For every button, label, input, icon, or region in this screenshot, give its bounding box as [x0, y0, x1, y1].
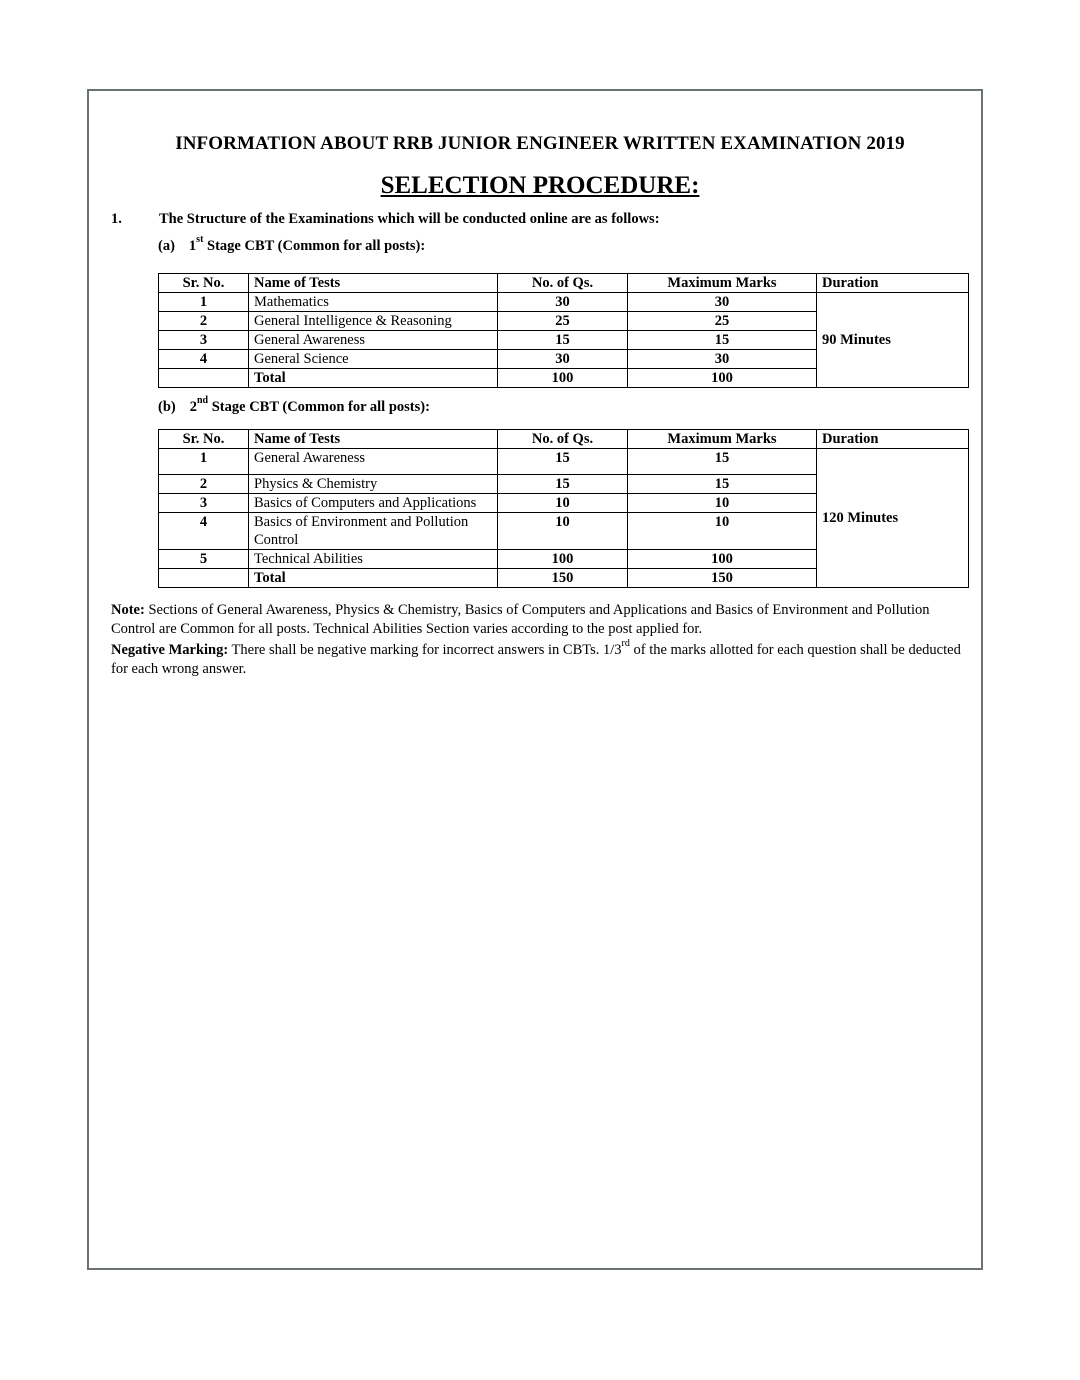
cell-sr: 3	[159, 494, 249, 513]
header-name-of-tests: Name of Tests	[249, 274, 498, 293]
cell-sr: 1	[159, 449, 249, 475]
note-text: Sections of General Awareness, Physics & Chemistry, Basics of Computers and Applications and Basics of Environment and Pollution Control are Common for all posts. Technical Abilities Section varies according to the post applied for.	[111, 602, 930, 637]
header-sr-no: Sr. No.	[159, 430, 249, 449]
point-number: 1.	[111, 211, 122, 227]
cell-duration: 120 Minutes	[817, 449, 969, 588]
cell-name: Basics of Environment and Pollution Control	[249, 513, 498, 550]
cell-name: General Science	[249, 350, 498, 369]
cell-name: General Awareness	[249, 449, 498, 475]
cell-qs: 15	[498, 331, 628, 350]
header-maximum-marks: Maximum Marks	[628, 274, 817, 293]
cell-qs: 30	[498, 350, 628, 369]
cell-total-marks: 100	[628, 369, 817, 388]
cell-marks: 30	[628, 350, 817, 369]
stage1-table	[158, 273, 969, 388]
table-header-row	[159, 430, 969, 449]
table-row	[159, 293, 969, 312]
cell-marks: 15	[628, 449, 817, 475]
cell-name: General Awareness	[249, 331, 498, 350]
header-duration: Duration	[817, 430, 969, 449]
cell-marks: 10	[628, 513, 817, 550]
cell-qs: 30	[498, 293, 628, 312]
header-no-of-qs: No. of Qs.	[498, 430, 628, 449]
stage2-heading	[158, 395, 430, 416]
table-row	[159, 449, 969, 475]
cell-sr-empty	[159, 569, 249, 588]
cell-sr: 2	[159, 475, 249, 494]
stage2-table	[158, 429, 969, 588]
negative-marking-label: Negative Marking:	[111, 642, 229, 658]
note-paragraph	[111, 601, 971, 639]
stage1-ordinal-suffix: st	[196, 234, 204, 246]
header-duration: Duration	[817, 274, 969, 293]
notes	[111, 601, 971, 681]
header-no-of-qs: No. of Qs.	[498, 274, 628, 293]
negative-text-before: There shall be negative marking for incorrect answers in CBTs. 1/3	[228, 642, 622, 658]
stage1-ordinal: 1	[188, 238, 197, 254]
stage2-ordinal: 2	[189, 399, 197, 415]
stage2-title: Stage CBT (Common for all posts):	[208, 399, 430, 415]
cell-qs: 10	[498, 513, 628, 550]
cell-name: Physics & Chemistry	[249, 475, 498, 494]
cell-marks: 15	[628, 331, 817, 350]
cell-total-qs: 100	[498, 369, 628, 388]
cell-qs: 15	[498, 449, 628, 475]
cell-total-label: Total	[249, 569, 498, 588]
stage1-title: Stage CBT (Common for all posts):	[203, 238, 426, 254]
stage1-label: (a)	[158, 238, 175, 254]
cell-marks: 30	[628, 293, 817, 312]
header-name-of-tests: Name of Tests	[249, 430, 498, 449]
cell-total-label: Total	[249, 369, 498, 388]
stage2-ordinal-suffix: nd	[196, 395, 209, 407]
cell-name: Basics of Computers and Applications	[249, 494, 498, 513]
cell-total-qs: 150	[498, 569, 628, 588]
header-maximum-marks: Maximum Marks	[628, 430, 817, 449]
cell-total-marks: 150	[628, 569, 817, 588]
cell-sr: 1	[159, 293, 249, 312]
stage1-heading	[158, 234, 426, 255]
cell-sr: 3	[159, 331, 249, 350]
cell-sr-empty	[159, 369, 249, 388]
negative-text-after: of the marks allotted for each question shall be deducted for each wrong answer.	[111, 642, 961, 677]
cell-sr: 5	[159, 550, 249, 569]
cell-sr: 4	[159, 513, 249, 550]
cell-qs: 100	[498, 550, 628, 569]
stage2-label: (b)	[158, 399, 176, 415]
table-header-row	[159, 274, 969, 293]
cell-qs: 15	[498, 475, 628, 494]
note-label: Note:	[111, 602, 145, 618]
section-title: SELECTION PROCEDURE:	[380, 172, 700, 199]
cell-marks: 25	[628, 312, 817, 331]
cell-marks: 15	[628, 475, 817, 494]
cell-qs: 25	[498, 312, 628, 331]
cell-marks: 100	[628, 550, 817, 569]
cell-name: General Intelligence & Reasoning	[249, 312, 498, 331]
header-sr-no: Sr. No.	[159, 274, 249, 293]
negative-superscript: rd	[621, 638, 630, 650]
cell-name: Mathematics	[249, 293, 498, 312]
point-text: The Structure of the Examinations which will be conducted online are as follows:	[159, 211, 660, 227]
cell-name: Technical Abilities	[249, 550, 498, 569]
cell-sr: 4	[159, 350, 249, 369]
negative-marking-paragraph	[111, 638, 971, 679]
cell-duration: 90 Minutes	[817, 293, 969, 388]
cell-marks: 10	[628, 494, 817, 513]
cell-sr: 2	[159, 312, 249, 331]
document-title: INFORMATION ABOUT RRB JUNIOR ENGINEER WRITTEN EXAMINATION 2019	[175, 133, 905, 154]
cell-qs: 10	[498, 494, 628, 513]
